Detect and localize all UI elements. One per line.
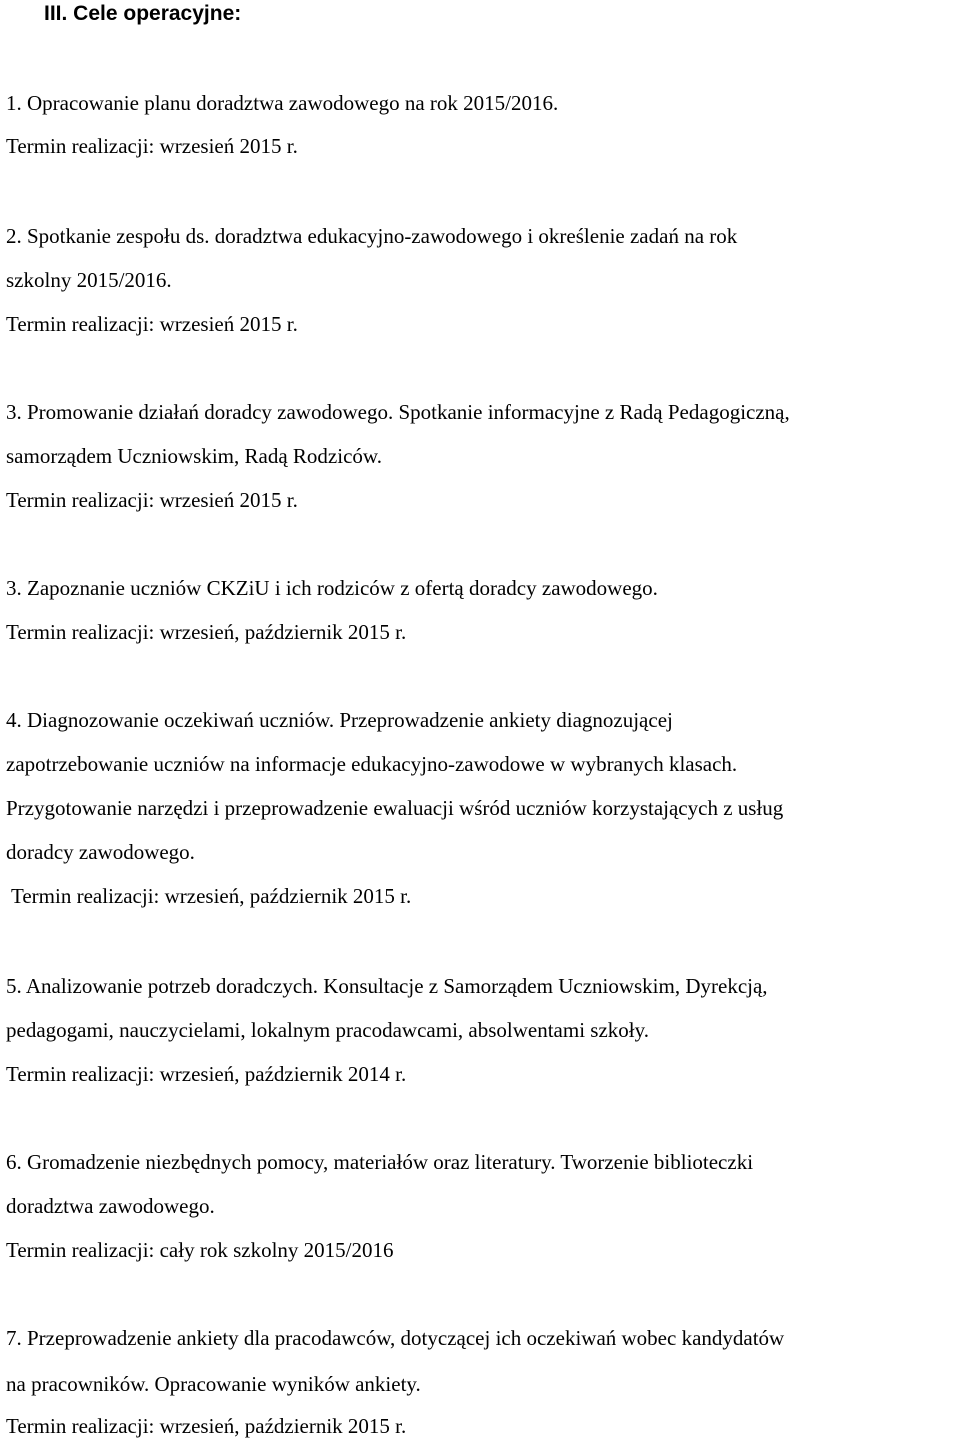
goal-5-deadline: Termin realizacji: wrzesień, październik 2014 r. <box>6 1062 407 1086</box>
goal-4-line-4: doradcy zawodowego. <box>6 840 195 864</box>
goal-6-line-1: 6. Gromadzenie niezbędnych pomocy, materiałów oraz literatury. Tworzenie biblioteczki <box>6 1150 754 1174</box>
goal-4-line-3: Przygotowanie narzędzi i przeprowadzenie ewaluacji wśród uczniów korzystających z usług <box>6 796 784 820</box>
goal-2-line-1: 2. Spotkanie zespołu ds. doradztwa edukacyjno-zawodowego i określenie zadań na rok <box>6 224 738 248</box>
goal-4-line-1: 4. Diagnozowanie oczekiwań uczniów. Przeprowadzenie ankiety diagnozującej <box>6 708 673 732</box>
goal-4-deadline: Termin realizacji: wrzesień, październik 2015 r. <box>11 884 412 908</box>
goal-4-line-2: zapotrzebowanie uczniów na informacje edukacyjno-zawodowe w wybranych klasach. <box>6 752 738 776</box>
goal-6-line-2: doradztwa zawodowego. <box>6 1194 215 1218</box>
goal-3a-line-2: samorządem Uczniowskim, Radą Rodziców. <box>6 444 382 468</box>
goal-2-line-2: szkolny 2015/2016. <box>6 268 172 292</box>
goal-3a-deadline: Termin realizacji: wrzesień 2015 r. <box>6 488 298 512</box>
goal-3b-deadline: Termin realizacji: wrzesień, październik 2015 r. <box>6 620 407 644</box>
goal-1-line-1: 1. Opracowanie planu doradztwa zawodowego na rok 2015/2016. <box>6 91 559 115</box>
goal-7-deadline: Termin realizacji: wrzesień, październik 2015 r. <box>6 1414 407 1438</box>
goal-5-line-1: 5. Analizowanie potrzeb doradczych. Konsultacje z Samorządem Uczniowskim, Dyrekcją, <box>6 974 768 998</box>
goal-6-deadline: Termin realizacji: cały rok szkolny 2015/2016 <box>6 1238 394 1262</box>
goal-1-deadline: Termin realizacji: wrzesień 2015 r. <box>6 134 298 158</box>
goal-3a-line-1: 3. Promowanie działań doradcy zawodowego. Spotkanie informacyjne z Radą Pedagogiczną, <box>6 400 790 424</box>
goal-2-deadline: Termin realizacji: wrzesień 2015 r. <box>6 312 298 336</box>
section-heading: III. Cele operacyjne: <box>44 2 242 25</box>
goal-7-line-2: na pracowników. Opracowanie wyników ankiety. <box>6 1372 421 1396</box>
goal-5-line-2: pedagogami, nauczycielami, lokalnym pracodawcami, absolwentami szkoły. <box>6 1018 650 1042</box>
goal-7-line-1: 7. Przeprowadzenie ankiety dla pracodawców, dotyczącej ich oczekiwań wobec kandydatów <box>6 1326 785 1350</box>
goal-3b-line-1: 3. Zapoznanie uczniów CKZiU i ich rodziców z ofertą doradcy zawodowego. <box>6 576 658 600</box>
